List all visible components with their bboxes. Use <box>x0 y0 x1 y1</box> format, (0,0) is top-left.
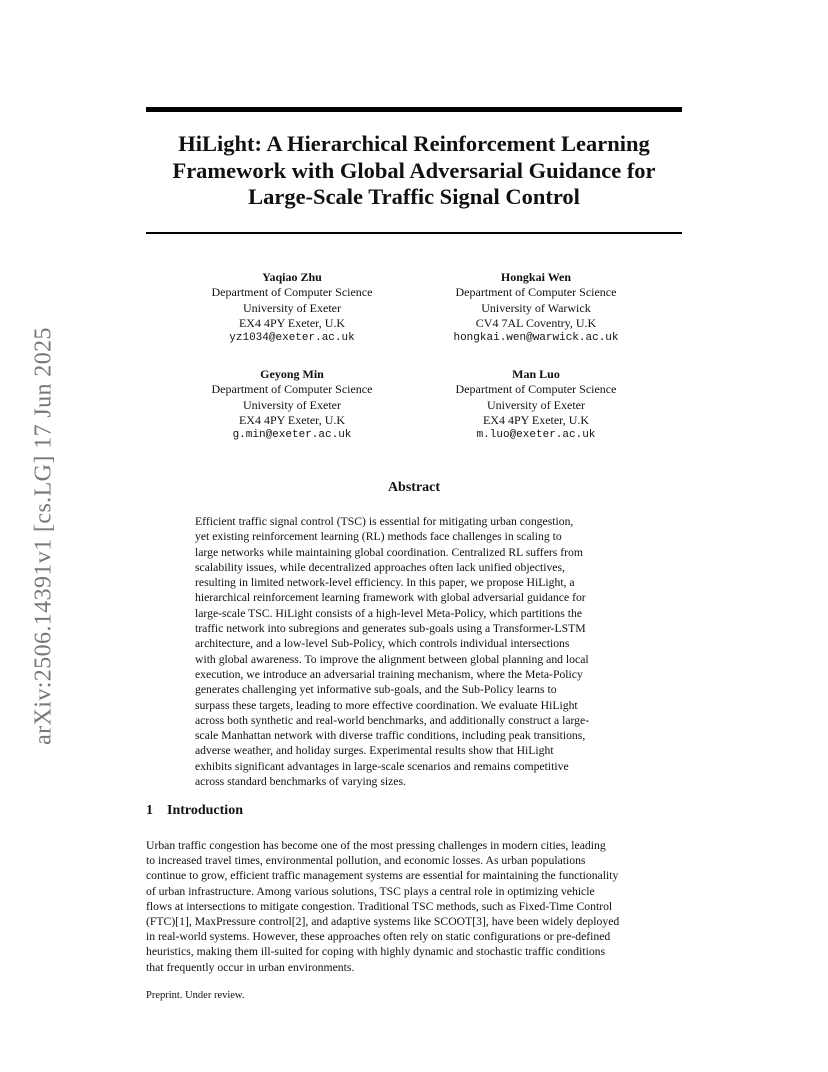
preprint-footer: Preprint. Under review. <box>146 990 245 1001</box>
author-block <box>162 270 422 346</box>
abstract-line: Efficient traffic signal control (TSC) is essential for mitigating urban congestion, <box>195 515 574 528</box>
abstract-line: resulting in limited network-level efficiency. In this paper, we propose HiLight, a <box>195 576 575 590</box>
abstract-text <box>195 514 635 789</box>
abstract-line: traffic network into subregions and generates sub-goals using a Transformer-LSTM <box>195 622 586 636</box>
author-department: Department of Computer Science <box>211 285 373 300</box>
intro-line: continue to grow, efficient traffic management systems are essential for maintaining the functionality <box>146 869 619 883</box>
intro-line: (FTC)[1], MaxPressure control[2], and adaptive systems like SCOOT[3], have been widely deployed <box>146 915 620 929</box>
author-address: EX4 4PY Exeter, U.K <box>482 412 590 427</box>
intro-line: that frequently occur in urban environments. <box>146 960 355 974</box>
paper-title <box>146 131 682 211</box>
author-block <box>406 367 666 443</box>
intro-line: flows at intersections to mitigate congestion. Traditional TSC methods, such as Fixed-Time Control <box>146 899 613 913</box>
author-block <box>406 270 666 346</box>
title-bottom-rule <box>146 232 682 234</box>
section-number: 1 <box>146 803 153 818</box>
author-name: Hongkai Wen <box>500 270 572 284</box>
abstract-line: generates challenging yet informative sub-goals, and the Sub-Policy learns to <box>195 683 557 697</box>
abstract-line: execution, we introduce an adversarial training mechanism, where the Meta-Policy <box>195 667 583 681</box>
author-email: yz1034@exeter.ac.uk <box>229 332 355 345</box>
introduction-text <box>146 838 686 975</box>
author-department: Department of Computer Science <box>455 285 617 300</box>
abstract-line: exhibits significant advantages in large-scale scenarios and remains competitive <box>195 759 569 773</box>
abstract-line: hierarchical reinforcement learning framework with global adversarial guidance for <box>195 591 586 605</box>
author-department: Department of Computer Science <box>455 382 617 397</box>
author-name: Geyong Min <box>260 367 324 381</box>
abstract-line: large networks while maintaining global coordination. Centralized RL suffers from <box>195 545 583 559</box>
abstract-line: across standard benchmarks of varying sizes. <box>195 775 406 789</box>
author-name: Man Luo <box>512 367 560 381</box>
abstract-line: scale Manhattan network with diverse traffic conditions, including peak transitions, <box>195 729 586 743</box>
abstract-heading: Abstract <box>387 480 441 495</box>
intro-line: heuristics, making them ill-suited for coping with highly dynamic and stochastic traffic conditions <box>146 945 606 959</box>
title-line: Framework with Global Adversarial Guidance for <box>172 157 656 183</box>
abstract-line: architecture, and a low-level Sub-Policy, which controls individual intersections <box>195 637 570 651</box>
author-institution: University of Warwick <box>481 300 591 315</box>
title-top-rule <box>146 107 682 112</box>
title-line: HiLight: A Hierarchical Reinforcement Learning <box>178 131 650 156</box>
abstract-line: scalability issues, while decentralized approaches often lack unified objectives, <box>195 560 565 574</box>
author-department: Department of Computer Science <box>211 382 373 397</box>
abstract-line: surpass these targets, leading to more effective coordination. We evaluate HiLight <box>195 698 578 712</box>
abstract-line: adverse weather, and holiday surges. Experimental results show that HiLight <box>195 744 554 758</box>
section-title: Introduction <box>167 803 243 818</box>
author-address: EX4 4PY Exeter, U.K <box>238 315 346 330</box>
abstract-line: yet existing reinforcement learning (RL) methods face challenges in scaling to <box>195 530 562 544</box>
author-address: CV4 7AL Coventry, U.K <box>475 315 597 330</box>
intro-line: of urban infrastructure. Among various solutions, TSC plays a central role in optimizing vehicle <box>146 884 595 898</box>
author-email: hongkai.wen@warwick.ac.uk <box>453 332 619 345</box>
abstract-line: large-scale TSC. HiLight consists of a high-level Meta-Policy, which partitions the <box>195 606 583 620</box>
author-institution: University of Exeter <box>243 397 341 412</box>
author-name: Yaqiao Zhu <box>262 270 322 284</box>
intro-line: Urban traffic congestion has become one of the most pressing challenges in modern cities, leading <box>146 839 606 852</box>
author-address: EX4 4PY Exeter, U.K <box>238 412 346 427</box>
intro-line: to increased travel times, environmental pollution, and economic losses. As urban populations <box>146 854 586 868</box>
author-email: m.luo@exeter.ac.uk <box>476 429 596 442</box>
author-institution: University of Exeter <box>487 397 585 412</box>
intro-line: in real-world systems. However, these approaches often rely on static configurations or pre-defined <box>146 930 611 944</box>
author-institution: University of Exeter <box>243 300 341 315</box>
author-email: g.min@exeter.ac.uk <box>232 429 352 442</box>
author-block <box>162 367 422 443</box>
arxiv-identifier: arXiv:2506.14391v1 [cs.LG] 17 Jun 2025 <box>30 327 57 745</box>
title-line: Large-Scale Traffic Signal Control <box>248 184 580 209</box>
section-heading-introduction <box>146 803 243 819</box>
abstract-line: with global awareness. To improve the alignment between global planning and local <box>195 652 589 666</box>
abstract-line: across both synthetic and real-world benchmarks, and additionally construct a large- <box>195 713 590 727</box>
